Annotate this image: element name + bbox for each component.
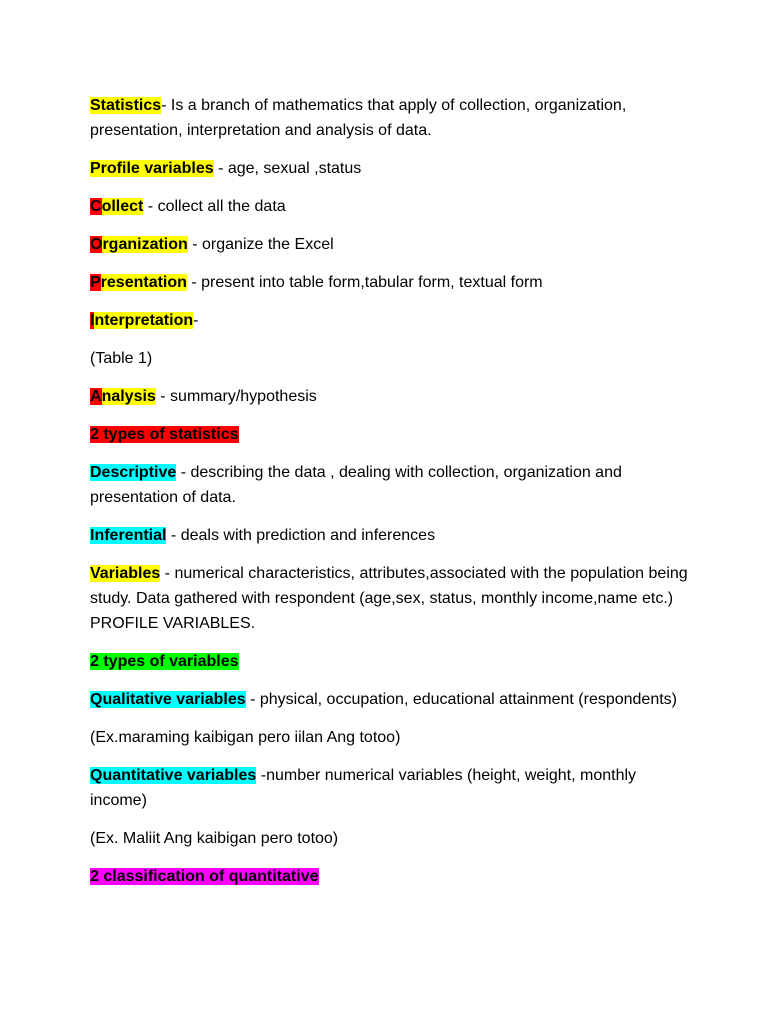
term-variables: Variables bbox=[90, 565, 161, 582]
paragraph-inferential bbox=[90, 523, 690, 548]
paragraph-types-of-variables bbox=[90, 649, 690, 674]
term-analysis-rest: nalysis bbox=[101, 388, 156, 405]
definition-profile-variables: - age, sexual ,status bbox=[213, 160, 362, 177]
paragraph-types-of-statistics bbox=[90, 422, 690, 447]
term-collect-initial: C bbox=[90, 198, 102, 215]
definition-variables: - numerical characteristics, attributes,associated with the population being study. Data gathered with respondent (age,sex, status, monthly income,name etc.) PROFILE VARIABLES. bbox=[90, 565, 688, 632]
paragraph-qualitative-example bbox=[90, 725, 690, 750]
definition-quantitative-variables: -number numerical variables (height, weight, monthly income) bbox=[90, 767, 637, 809]
paragraph-profile-variables bbox=[90, 156, 690, 181]
term-inferential: Inferential bbox=[90, 527, 167, 544]
paragraph-qualitative-variables bbox=[90, 687, 690, 712]
paragraph-statistics bbox=[90, 93, 690, 143]
term-organization-initial: O bbox=[90, 236, 103, 253]
quantitative-example: (Ex. Maliit Ang kaibigan pero totoo) bbox=[90, 830, 339, 847]
paragraph-variables bbox=[90, 561, 690, 636]
paragraph-descriptive bbox=[90, 460, 690, 510]
paragraph-analysis bbox=[90, 384, 690, 409]
definition-inferential: - deals with prediction and inferences bbox=[166, 527, 436, 544]
heading-classification-of-quantitative: 2 classification of quantitative bbox=[90, 868, 319, 885]
term-presentation-rest: resentation bbox=[100, 274, 187, 291]
term-analysis-initial: A bbox=[90, 388, 102, 405]
table1-note: (Table 1) bbox=[90, 350, 153, 367]
definition-interpretation: - bbox=[193, 312, 199, 329]
definition-presentation: - present into table form,tabular form, textual form bbox=[186, 274, 543, 291]
paragraph-collect bbox=[90, 194, 690, 219]
heading-types-of-statistics: 2 types of statistics bbox=[90, 426, 239, 443]
term-profile-variables: Profile variables bbox=[90, 160, 214, 177]
term-qualitative-variables: Qualitative variables bbox=[90, 691, 246, 708]
document-page bbox=[90, 93, 690, 902]
term-presentation-initial: P bbox=[90, 274, 101, 291]
heading-types-of-variables: 2 types of variables bbox=[90, 653, 239, 670]
paragraph-organization bbox=[90, 232, 690, 257]
paragraph-table1 bbox=[90, 346, 690, 371]
term-descriptive: Descriptive bbox=[90, 464, 177, 481]
definition-qualitative-variables: - physical, occupation, educational attainment (respondents) bbox=[245, 691, 677, 708]
term-interpretation-rest: nterpretation bbox=[94, 312, 194, 329]
term-collect-rest: ollect bbox=[101, 198, 144, 215]
definition-analysis: - summary/hypothesis bbox=[155, 388, 317, 405]
definition-collect: - collect all the data bbox=[143, 198, 286, 215]
term-interpretation-initial: I bbox=[90, 312, 95, 329]
paragraph-quantitative-variables bbox=[90, 763, 690, 813]
term-statistics: Statistics bbox=[90, 97, 162, 114]
definition-descriptive: - describing the data , dealing with collection, organization and presentation of data. bbox=[90, 464, 622, 506]
paragraph-presentation bbox=[90, 270, 690, 295]
definition-organization: - organize the Excel bbox=[187, 236, 334, 253]
paragraph-classification-of-quantitative bbox=[90, 864, 690, 889]
term-quantitative-variables: Quantitative variables bbox=[90, 767, 257, 784]
term-organization-rest: rganization bbox=[102, 236, 188, 253]
qualitative-example: (Ex.maraming kaibigan pero iilan Ang totoo) bbox=[90, 729, 401, 746]
paragraph-interpretation bbox=[90, 308, 690, 333]
paragraph-quantitative-example bbox=[90, 826, 690, 851]
definition-statistics: - Is a branch of mathematics that apply of collection, organization, presentation, interpretation and analysis of data. bbox=[90, 97, 627, 139]
